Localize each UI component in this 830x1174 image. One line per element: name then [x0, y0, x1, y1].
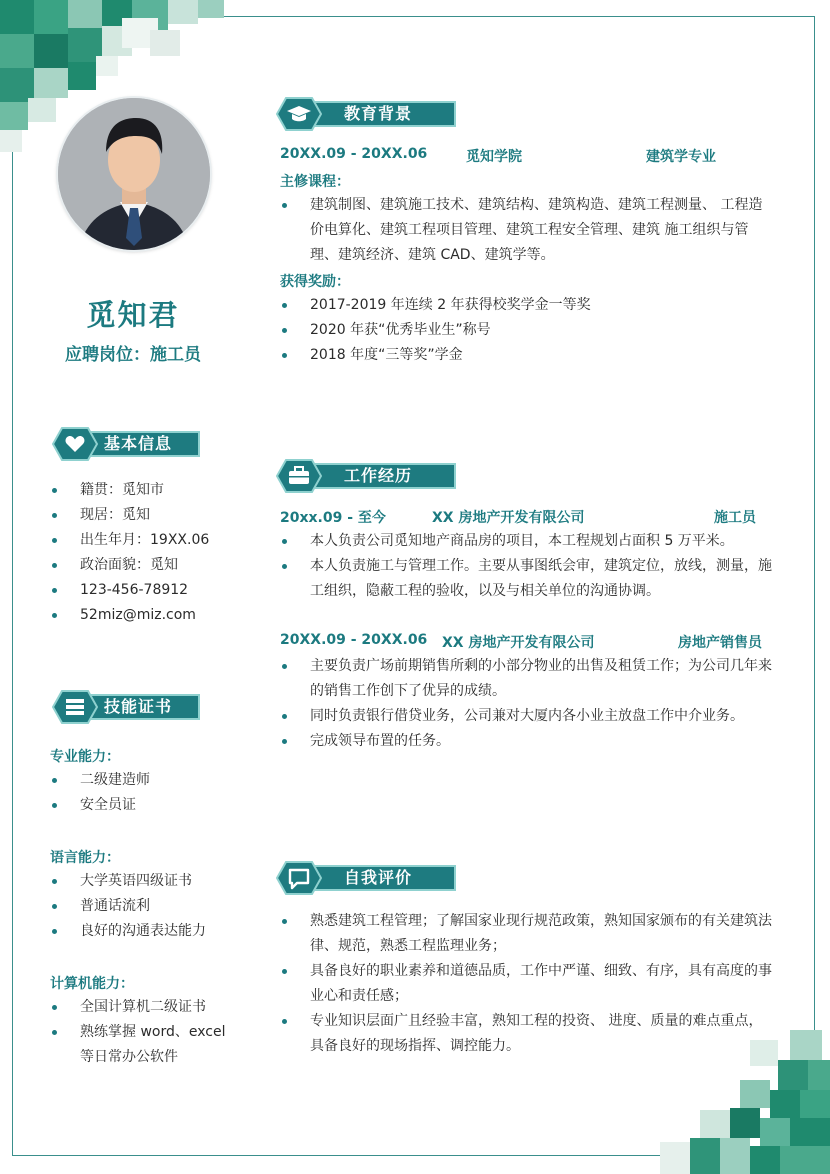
list-item: 现居：觅知 [50, 503, 250, 528]
profile-photo [58, 98, 210, 250]
skill-group-list [50, 768, 250, 818]
candidate-name: 觅知君 [86, 298, 180, 332]
list-item: 完成领导布置的任务。 [280, 729, 776, 754]
list-item: 建筑制图、建筑施工技术、建筑结构、建筑构造、建筑工程测量、 工程造价电算化、建筑工程项目管理、建筑工程安全管理、建筑 施工组织与管理、建筑经济、建筑 CAD、建筑学等。 [280, 193, 776, 268]
job-role: 房地产销售员 [678, 635, 762, 651]
graduation-cap-icon [276, 97, 322, 131]
list-item: 熟悉建筑工程管理；了解国家业现行规范政策，熟知国家颁布的有关建筑法律、规范，熟悉工程监理业务； [280, 909, 776, 959]
list-item: 同时负责银行借贷业务，公司兼对大厦内各小业主放盘工作中介业务。 [280, 704, 776, 729]
list-item: 大学英语四级证书 [50, 869, 250, 894]
list-item: 2018 年度“三等奖”学金 [280, 343, 776, 368]
education-header [276, 97, 458, 131]
skill-group-label: 计算机能力： [50, 976, 134, 992]
skill-group-list [50, 869, 250, 944]
awards-list [280, 293, 776, 368]
awards-label: 获得奖励： [280, 274, 350, 290]
work-title: 工作经历 [300, 463, 456, 489]
chat-bubble-icon [276, 861, 322, 895]
heart-icon [52, 427, 98, 461]
list-item: 52miz@miz.com [50, 603, 250, 628]
list-item: 123-456-78912 [50, 578, 250, 603]
job-row [280, 632, 770, 652]
list-item: 本人负责公司觅知地产商品房的项目，本工程规划占面积 5 万平米。 [280, 529, 776, 554]
skill-group-label: 语言能力： [50, 850, 120, 866]
list-item: 普通话流利 [50, 894, 250, 919]
skill-group-label: 专业能力： [50, 749, 120, 765]
basic-info-header [52, 427, 202, 461]
skills-header [52, 690, 202, 724]
list-item: 安全员证 [50, 793, 250, 818]
job-title: 应聘岗位：施工员 [65, 345, 201, 365]
self-eval-title: 自我评价 [300, 865, 456, 891]
list-item: 籍贯：觅知市 [50, 478, 250, 503]
education-period: 20XX.09 - 20XX.06 [280, 146, 428, 162]
self-eval-list [280, 909, 776, 1059]
skill-group-list [50, 995, 250, 1070]
list-item: 本人负责施工与管理工作。主要从事图纸会审，建筑定位，放线，测量，施工组织，隐蔽工程的验收，以及与相关单位的沟通协调。 [280, 554, 776, 604]
list-item: 具备良好的职业素养和道德品质，工作中严谨、细致、有序，具有高度的事业心和责任感； [280, 959, 776, 1009]
job-duties-list [280, 654, 776, 754]
self-eval-header [276, 861, 458, 895]
job-duties-list [280, 529, 776, 604]
list-item: 熟练掌握 word、excel 等日常办公软件 [50, 1020, 250, 1070]
list-item: 政治面貌：觅知 [50, 553, 250, 578]
education-title: 教育背景 [300, 101, 456, 127]
education-row [280, 146, 760, 166]
skills-title: 技能证书 [76, 694, 200, 720]
list-item: 出生年月：19XX.06 [50, 528, 250, 553]
list-item: 专业知识层面广且经验丰富，熟知工程的投资、 进度、质量的难点重点，具备良好的现场指挥、调控能力。 [280, 1009, 776, 1059]
certificate-icon [52, 690, 98, 724]
basic-info-list [50, 478, 250, 628]
job-role: 施工员 [714, 510, 756, 526]
list-item: 全国计算机二级证书 [50, 995, 250, 1020]
list-item: 良好的沟通表达能力 [50, 919, 250, 944]
list-item: 2017-2019 年连续 2 年获得校奖学金一等奖 [280, 293, 776, 318]
courses-label: 主修课程： [280, 174, 350, 190]
work-header [276, 459, 458, 493]
job-period: 20XX.09 - 20XX.06 [280, 632, 428, 648]
education-major: 建筑学专业 [646, 149, 716, 165]
basic-info-title: 基本信息 [76, 431, 200, 457]
list-item: 二级建造师 [50, 768, 250, 793]
list-item: 主要负责广场前期销售所剩的小部分物业的出售及租赁工作；为公司几年来的销售工作创下了优异的成绩。 [280, 654, 776, 704]
job-company: XX 房地产开发有限公司 [442, 635, 595, 651]
job-row [280, 507, 760, 527]
education-school: 觅知学院 [466, 149, 522, 165]
briefcase-icon [276, 459, 322, 493]
job-period: 20xx.09 - 至今 [280, 510, 386, 526]
list-item: 2020 年获“优秀毕业生”称号 [280, 318, 776, 343]
courses-list [280, 193, 776, 268]
job-company: XX 房地产开发有限公司 [432, 510, 585, 526]
